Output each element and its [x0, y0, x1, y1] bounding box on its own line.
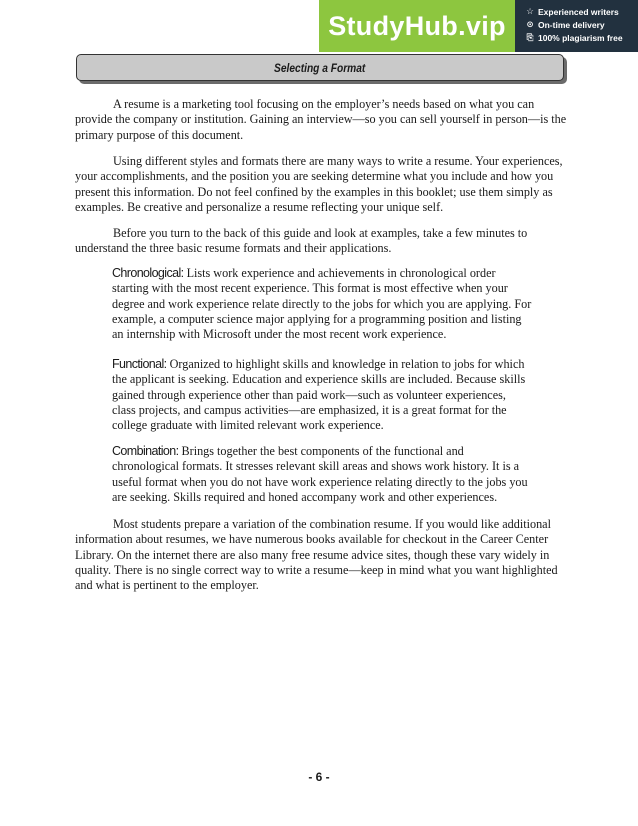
format-combination — [112, 444, 532, 505]
watermark-feature — [525, 31, 638, 44]
section-header — [76, 54, 564, 81]
star-icon: ☆ — [526, 6, 534, 16]
page-number: - 6 - — [308, 770, 330, 784]
watermark-feature-text: 100% plagiarism free — [538, 32, 623, 43]
paragraph-intro: A resume is a marketing tool focusing on the employer’s needs based on what you can provide the company or institution. Gaining an interview—so you can sell yourself in person—is the primary purpose of this document. — [75, 97, 567, 142]
watermark-logo: StudyHub.vip — [319, 0, 515, 52]
watermark-feature-list — [515, 0, 638, 52]
format-functional — [112, 357, 532, 433]
format-term: Chronological: — [112, 266, 184, 280]
watermark-feature — [525, 18, 638, 31]
watermark-feature — [525, 5, 638, 18]
document-check-icon: ⎘ — [526, 32, 534, 42]
format-chronological — [112, 266, 532, 342]
format-description: Brings together the best components of the functional and chronological formats. It stresses relevant skill areas and shows work history. It is a useful format when you do not have work experience relating directly to the jobs you are seeking. Skills required and honed accompany work and other experiences. — [112, 444, 528, 504]
watermark-feature-text: On-time delivery — [538, 19, 605, 30]
paragraph-closing: Most students prepare a variation of the combination resume. If you would like additional information about resumes, we have numerous books available for checkout in the Career Center Library. On the internet there are also many free resume advice sites, though these vary widely in quality. There is no single correct way to write a resume—keep in mind what you want highlighted and what is pertinent to the employer. — [75, 517, 558, 593]
format-term: Combination: — [112, 444, 179, 458]
section-title: Selecting a Format — [274, 60, 366, 75]
paragraph-before-examples: Before you turn to the back of this guide and look at examples, take a few minutes to understand the three basic resume formats and their applications. — [75, 226, 528, 256]
watermark-feature-text: Experienced writers — [538, 6, 619, 17]
paragraph-styles: Using different styles and formats there are many ways to write a resume. Your experiences, your accomplishments, and the position you are seeking determine what you include and how you present this information. Do not feel confined by the examples in this booklet; use them simply as examples. Be creative and personalize a resume reflecting your unique self. — [75, 154, 563, 214]
format-description: Organized to highlight skills and knowledge in relation to jobs for which the applicant is seeking. Education and experience skills are included. Because skills gained through experience other than paid work—such as volunteer experiences, class projects, and campus activities—are emphasized, it is a great format for the college graduate with limited relevant work experience. — [112, 357, 526, 433]
format-description: Lists work experience and achievements in chronological order starting with the most recent experience. This format is most effective when your degree and work experience relate directly to the jobs for which you are applying. For example, a computer science major applying for a programming position and listing an internship with Microsoft under the most recent work experience. — [112, 266, 532, 342]
format-term: Functional: — [112, 357, 167, 371]
clock-icon: ⊙ — [526, 19, 534, 29]
watermark-banner[interactable] — [319, 0, 638, 52]
